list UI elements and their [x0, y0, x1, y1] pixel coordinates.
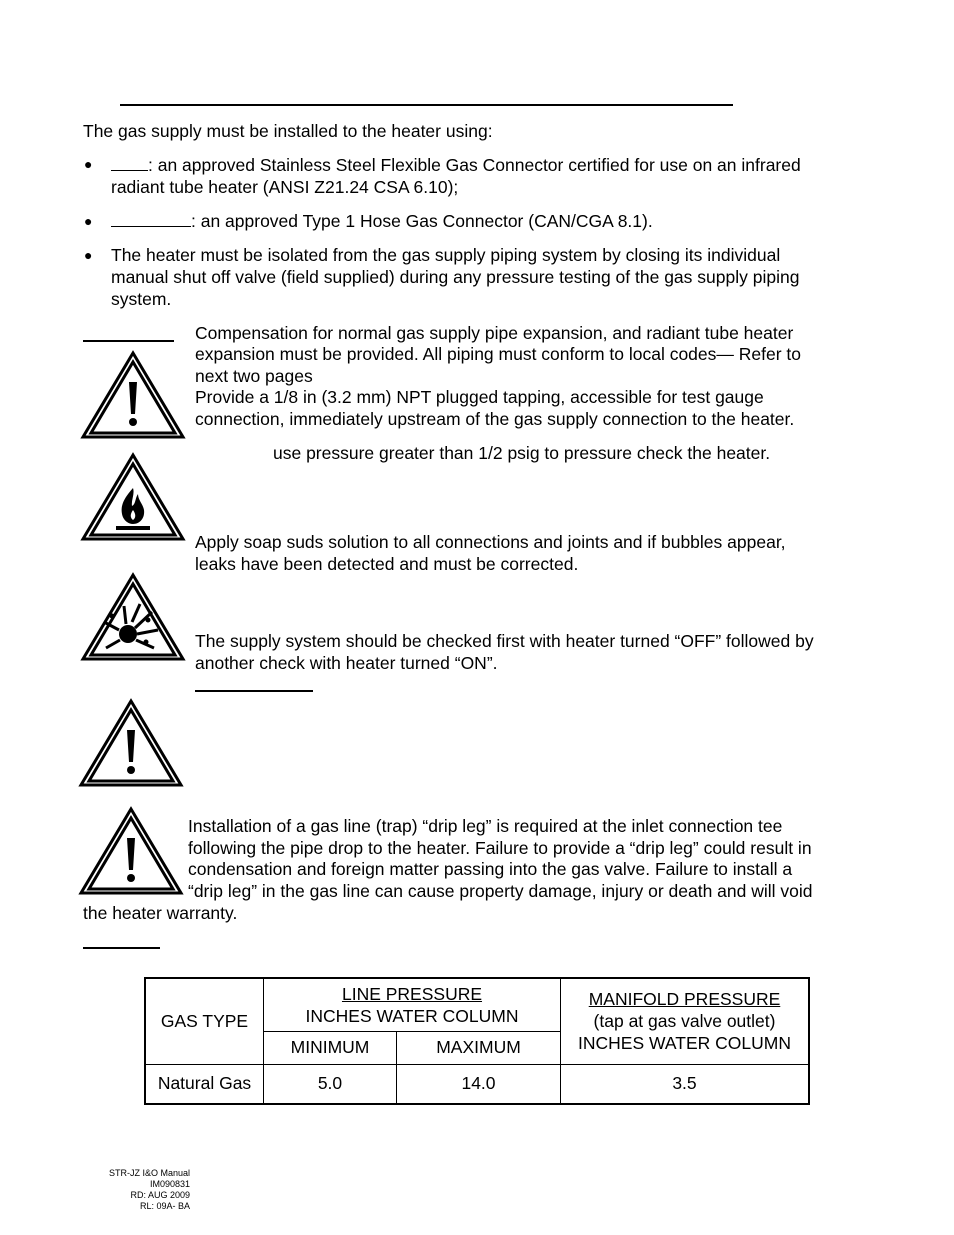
table-row — [145, 1064, 809, 1104]
comp-line-3: next two pages — [195, 366, 313, 386]
footer-rd-date: RD: AUG 2009 — [130, 1190, 190, 1200]
pressure-note: use pressure greater than 1/2 psig to pressure check the heater. — [273, 443, 771, 463]
bullet-1-line-2: radiant tube heater (ANSI Z21.24 CSA 6.10); — [111, 177, 459, 197]
heading-rule — [120, 104, 733, 106]
drip-line-1: Installation of a gas line (trap) “drip leg” is required at the inlet connection tee — [188, 816, 783, 836]
drip-line-3: condensation and foreign matter passing into the gas valve. Failure to install a — [188, 859, 793, 879]
footer-manual: STR-JZ I&O Manual — [108, 1168, 190, 1178]
warning-exclamation-icon — [80, 350, 186, 440]
drip-line-4: “drip leg” in the gas line can cause property damage, injury or death and will void — [188, 881, 813, 901]
comp-line-4: Provide a 1/8 in (3.2 mm) NPT plugged tapping, accessible for test gauge — [195, 387, 764, 407]
header-maximum: MAXIMUM — [397, 1031, 561, 1064]
drip-line-2: following the pipe drop to the heater. Failure to provide a “drip leg” could result in — [188, 838, 812, 858]
bullet-1-line-1: : an approved Stainless Steel Flexible Gas Connector certified for use on an infrared — [111, 154, 801, 176]
comp-line-1: Compensation for normal gas supply pipe expansion, and radiant tube heater — [195, 323, 794, 343]
line-pressure-label: LINE PRESSURE — [341, 983, 483, 1004]
warning-exclamation-icon — [78, 806, 184, 896]
manifold-unit: INCHES WATER COLUMN — [578, 1033, 791, 1054]
section-rule — [83, 947, 160, 949]
supply-line-1: The supply system should be checked first with heater turned “OFF” followed by — [195, 631, 814, 651]
soap-line-1: Apply soap suds solution to all connections and joints and if bubbles appear, — [195, 532, 786, 552]
footer-im-number: IM090831 — [149, 1179, 190, 1189]
warning-exclamation-icon — [78, 698, 184, 788]
manifold-pressure-label: MANIFOLD PRESSURE — [588, 989, 781, 1010]
bullet-3-line-2: manual shut off valve (field supplied) during any pressure testing of the gas supply piping — [111, 267, 800, 287]
header-gas-type: GAS TYPE — [145, 978, 264, 1064]
footer-rl: RL: 09A- BA — [139, 1201, 190, 1211]
intro-text: The gas supply must be installed to the heater using: — [83, 121, 493, 141]
bullet-3-line-1: The heater must be isolated from the gas supply piping system by closing its individual — [111, 245, 781, 265]
header-minimum: MINIMUM — [264, 1031, 397, 1064]
soap-line-2: leaks have been detected and must be corrected. — [195, 554, 579, 574]
document-footer — [100, 1168, 190, 1212]
bullet-dot: ● — [84, 213, 93, 229]
cell-minimum: 5.0 — [264, 1064, 397, 1104]
comp-line-2: expansion must be provided. All piping must conform to local codes— Refer to — [195, 344, 802, 364]
explosive-icon — [80, 572, 186, 662]
manifold-tap-note: (tap at gas valve outlet) — [593, 1011, 776, 1032]
cell-manifold: 3.5 — [561, 1064, 810, 1104]
comp-line-5: connection, immediately upstream of the gas supply connection to the heater. — [195, 409, 795, 429]
flammable-fire-icon — [80, 452, 186, 542]
bullet-2-line-1: : an approved Type 1 Hose Gas Connector (CAN/CGA 8.1). — [111, 210, 653, 232]
cell-maximum: 14.0 — [397, 1064, 561, 1104]
bullet-dot: ● — [84, 156, 93, 172]
header-line-pressure — [264, 978, 561, 1031]
section-rule — [195, 690, 313, 692]
header-manifold-pressure — [561, 978, 810, 1064]
gas-pressure-table — [144, 977, 810, 1105]
bullet-dot: ● — [84, 247, 93, 263]
section-rule — [83, 340, 174, 342]
supply-line-2: another check with heater turned “ON”. — [195, 653, 498, 673]
bullet-3-line-3: system. — [111, 289, 172, 309]
drip-line-5: the heater warranty. — [83, 903, 238, 923]
cell-gas-type: Natural Gas — [145, 1064, 264, 1104]
line-pressure-unit: INCHES WATER COLUMN — [305, 1005, 519, 1026]
